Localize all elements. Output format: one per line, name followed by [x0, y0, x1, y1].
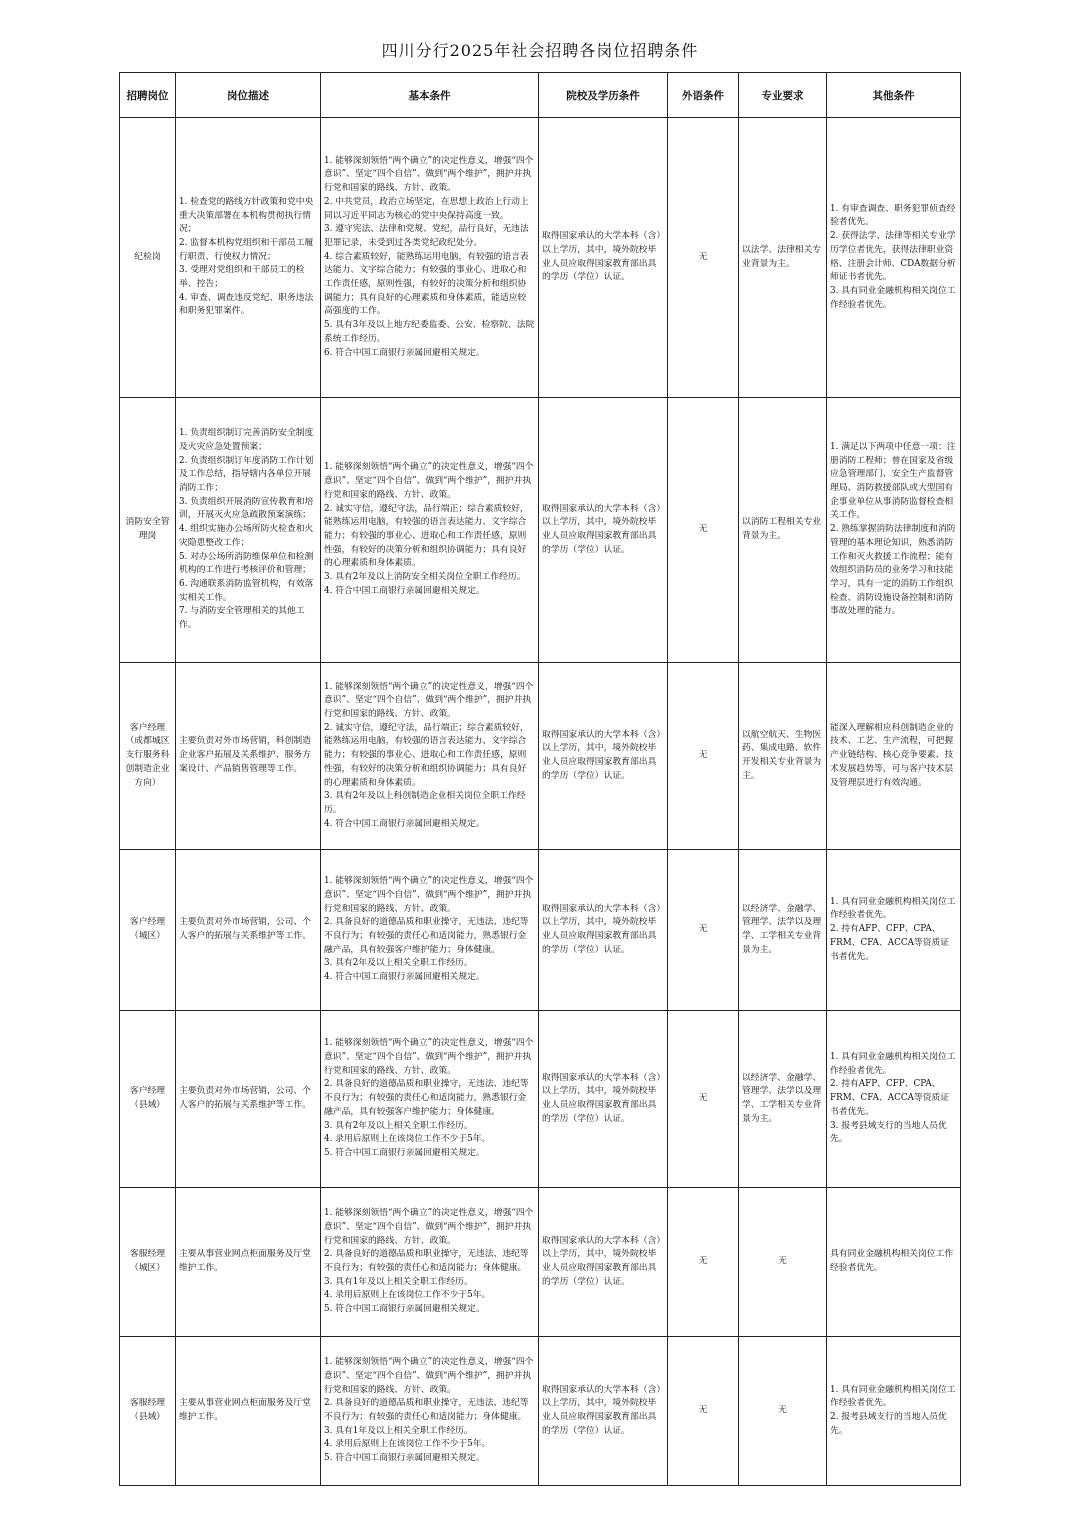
description-cell-line: 3. 负责组织开展消防宣传教育和培训，开展灭火应急疏散预案演练；: [179, 496, 314, 521]
education-cell: 取得国家承认的大学本科（含）以上学历，其中，境外院校毕业人员应取得国家教育部出具的学历（学位）认证。: [539, 398, 668, 663]
major-cell: 以经济学、金融学、管理学、法学以及理学、工学相关专业背景为主。: [739, 1011, 827, 1188]
other-conditions-cell-line: 1. 满足以下两项中任意一项：注册消防工程师；曾在国家及省级应急管理部门、安全生产监督管理局、消防救援部队或大型国有企事业单位从事消防监督检查相关工作。: [830, 441, 956, 521]
table-header-row: [120, 73, 961, 118]
header-major: 专业要求: [739, 73, 827, 118]
description-cell-line: 主要负责对外市场营销，公司、个人客户的拓展与关系维护等工作。: [179, 1086, 311, 1110]
table-row: [120, 663, 961, 850]
description-cell-line: 4. 审查、调查违反党纪、职务违法和职务犯罪案件。: [179, 292, 314, 317]
basic-conditions-cell: [321, 1011, 539, 1188]
description-cell-line: 2. 监督本机构党组织和干部员工履行职责、行使权力情况；: [179, 237, 314, 262]
basic-conditions-cell-line: 4. 录用后原则上在该岗位工作不少于5年。: [324, 1439, 491, 1450]
header-language: 外语条件: [668, 73, 739, 118]
basic-conditions-cell-line: 4. 录用后原则上在该岗位工作不少于5年。: [324, 1290, 491, 1301]
table-row: [120, 850, 961, 1011]
basic-conditions-cell-line: 1. 能够深刻领悟“两个确立”的决定性意义，增强“四个意识”、坚定“四个自信”、做到“两个维护”，拥护并执行党和国家的路线、方针、政策。: [324, 1208, 534, 1246]
basic-conditions-cell-line: 1. 能够深刻领悟“两个确立”的决定性意义，增强“四个意识”、坚定“四个自信”、做到“两个维护”，拥护并执行党和国家的路线、方针、政策。: [324, 155, 534, 194]
basic-conditions-cell-line: 2. 具备良好的道德品质和职业操守，无违法、违纪等不良行为；有较强的责任心和适岗能力；身体健康。: [324, 1249, 529, 1273]
other-conditions-cell-line: 1. 具有同业金融机构相关岗位工作经验者优先。: [830, 896, 956, 921]
description-cell-line: 4. 组织实施办公场所防火检查和火灾隐患整改工作；: [179, 524, 314, 548]
table-row: [120, 118, 961, 398]
language-cell: 无: [668, 1337, 739, 1486]
education-cell: 取得国家承认的大学本科（含）以上学历，其中，境外院校毕业人员应取得国家教育部出具的学历（学位）认证。: [539, 1011, 668, 1188]
basic-conditions-cell-line: 2. 具备良好的道德品质和职业操守，无违法、违纪等不良行为；有较强的责任心和适岗能力；身体健康。: [324, 1398, 529, 1422]
other-conditions-cell-line: 1. 具有同业金融机构相关岗位工作经验者优先。: [830, 1052, 956, 1076]
other-conditions-cell-line: 1. 具有同业金融机构相关岗位工作经验者优先。: [830, 1384, 956, 1409]
other-conditions-cell-line: 2. 熟练掌握消防法律制度和消防管理的基本理论知识，熟悉消防工作和灭火救援工作流程；能有效组织消防员的业务学习和技能学习，具有一定的消防工作组织检查、消防设施设备控制和消防事故处理的能力。: [830, 524, 956, 617]
major-cell: 以航空航天、生物医药、集成电路、软件开发相关专业背景为主。: [739, 663, 827, 850]
basic-conditions-cell-line: 6. 符合中国工商银行亲属回避相关规定。: [324, 347, 485, 358]
description-cell-line: 7. 与消防安全管理相关的其他工作。: [179, 606, 305, 631]
header-post: 招聘岗位: [120, 73, 176, 118]
header-basic-conditions: 基本条件: [321, 73, 539, 118]
other-conditions-cell: [827, 1188, 961, 1337]
basic-conditions-cell-line: 1. 能够深刻领悟“两个确立”的决定性意义，增强“四个意识”、坚定“四个自信”、做到“两个维护”，拥护并执行党和国家的路线、方针、政策。: [324, 876, 534, 914]
post-cell: 客户经理（成都城区支行服务科创制造企业方向）: [120, 663, 176, 850]
basic-conditions-cell: [321, 1188, 539, 1337]
description-cell-line: 3. 受理对党组织和干部员工的检举、控告；: [179, 265, 305, 290]
post-cell: 客户经理（城区）: [120, 850, 176, 1011]
basic-conditions-cell: [321, 1337, 539, 1486]
basic-conditions-cell-line: 3. 具有2年及以上相关全职工作经历。: [324, 1120, 473, 1131]
description-cell-line: 1. 负责组织制订完善消防安全制度及火灾应急处置预案；: [179, 428, 314, 452]
description-cell-line: 5. 对办公场所消防维保单位和检测机构的工作进行考核评价和管理；: [179, 551, 314, 576]
basic-conditions-cell-line: 4. 综合素质较好，能熟练运用电脑，有较强的语言表达能力、文字综合能力；有较强的事业心、进取心和工作责任感，原则性强，有较好的决策分析和组织协调能力；具有良好的心理素质和身体素质，能适应较高强度的工作。: [324, 251, 529, 317]
description-cell-line: 1. 检查党的路线方针政策和党中央重大决策部署在本机构贯彻执行情况；: [179, 196, 314, 235]
header-other-conditions: 其他条件: [827, 73, 961, 118]
description-cell-line: 主要从事营业网点柜面服务及厅堂维护工作。: [179, 1249, 311, 1273]
other-conditions-cell: [827, 1337, 961, 1486]
post-cell: 纪检岗: [120, 118, 176, 398]
major-cell: 无: [739, 1337, 827, 1486]
other-conditions-cell: [827, 663, 961, 850]
basic-conditions-cell-line: 2. 诚实守信，遵纪守法，品行端正；综合素质较好，能熟练运用电脑，有较强的语言表达能力、文字综合能力；有较强的事业心、进取心和工作责任感，原则性强，有较好的决策分析和组织协调能力；具有良好的心理素质和身体素质。: [324, 722, 529, 788]
language-cell: 无: [668, 1011, 739, 1188]
basic-conditions-cell-line: 2. 具备良好的道德品质和职业操守，无违法、违纪等不良行为；有较强的责任心和适岗能力，熟悉银行金融产品，具有较强客户维护能力；身体健康。: [324, 917, 529, 955]
table-row: [120, 1337, 961, 1486]
major-cell: 以消防工程相关专业背景为主。: [739, 398, 827, 663]
description-cell: [176, 1188, 321, 1337]
post-cell: 客服经理（县域）: [120, 1337, 176, 1486]
header-education: 院校及学历条件: [539, 73, 668, 118]
description-cell: [176, 118, 321, 398]
education-cell: 取得国家承认的大学本科（含）以上学历，其中，境外院校毕业人员应取得国家教育部出具的学历（学位）认证。: [539, 663, 668, 850]
recruitment-table: [119, 72, 961, 1486]
description-cell: [176, 663, 321, 850]
post-cell: 消防安全管理岗: [120, 398, 176, 663]
basic-conditions-cell-line: 5. 符合中国工商银行亲属回避相关规定。: [324, 1147, 485, 1158]
basic-conditions-cell: [321, 398, 539, 663]
other-conditions-cell: [827, 118, 961, 398]
education-cell: 取得国家承认的大学本科（含）以上学历，其中，境外院校毕业人员应取得国家教育部出具的学历（学位）认证。: [539, 1337, 668, 1486]
basic-conditions-cell-line: 1. 能够深刻领悟“两个确立”的决定性意义，增强“四个意识”、坚定“四个自信”、做到“两个维护”，拥护并执行党和国家的路线、方针、政策。: [324, 462, 534, 500]
language-cell: 无: [668, 850, 739, 1011]
basic-conditions-cell-line: 5. 具有3年及以上地方纪委监委、公安、检察院、法院系统工作经历。: [324, 320, 535, 344]
major-cell: 以法学、法律相关专业背景为主。: [739, 118, 827, 398]
basic-conditions-cell-line: 1. 能够深刻领悟“两个确立”的决定性意义，增强“四个意识”、坚定“四个自信”、做到“两个维护”，拥护并执行党和国家的路线、方针、政策。: [324, 1357, 534, 1395]
other-conditions-cell-line: 具有同业金融机构相关岗位工作经验者优先。: [830, 1249, 954, 1273]
table-row: [120, 1188, 961, 1337]
major-cell: 无: [739, 1188, 827, 1337]
basic-conditions-cell-line: 2. 具备良好的道德品质和职业操守，无违法、违纪等不良行为；有较强的责任心和适岗能力，熟悉银行金融产品，具有较强客户维护能力；身体健康。: [324, 1079, 529, 1117]
other-conditions-cell: [827, 1011, 961, 1188]
other-conditions-cell-line: 3. 具有同业金融机构相关岗位工作经验者优先。: [830, 285, 956, 310]
description-cell-line: 主要负责对外市场营销，科创制造企业客户拓展及关系维护、服务方案设计、产品销售管理等工作。: [179, 736, 311, 774]
description-cell-line: 主要负责对外市场营销，公司、个人客户的拓展与关系维护等工作。: [179, 917, 311, 941]
basic-conditions-cell-line: 3. 具有1年及以上相关全职工作经历。: [324, 1276, 473, 1287]
basic-conditions-cell-line: 1. 能够深刻领悟“两个确立”的决定性意义，增强“四个意识”、坚定“四个自信”、做到“两个维护”，拥护并执行党和国家的路线、方针、政策。: [324, 681, 534, 720]
basic-conditions-cell-line: 2. 中共党员，政治立场坚定，在思想上政治上行动上同以习近平同志为核心的党中央保持高度一致。: [324, 196, 529, 221]
other-conditions-cell-line: 2. 持有AFP、CFP、CPA、FRM、CFA、ACCA等资质证书者优先。: [830, 1079, 950, 1117]
major-cell: 以经济学、金融学、管理学、法学以及理学、工学相关专业背景为主。: [739, 850, 827, 1011]
other-conditions-cell-line: 1. 有审查调查、职务犯罪侦查经验者优先。: [830, 203, 956, 228]
basic-conditions-cell-line: 4. 符合中国工商银行亲属回避相关规定。: [324, 972, 485, 983]
description-cell: [176, 398, 321, 663]
basic-conditions-cell-line: 3. 遵守宪法、法律和党规、党纪，品行良好，无违法犯罪记录，未受到过各类党纪政纪处分。: [324, 224, 529, 248]
basic-conditions-cell-line: 5. 符合中国工商银行亲属回避相关规定。: [324, 1304, 485, 1315]
other-conditions-cell-line: 3. 报考县域支行的当地人员优先。: [830, 1120, 947, 1145]
basic-conditions-cell-line: 4. 录用后原则上在该岗位工作不少于5年。: [324, 1134, 491, 1145]
description-cell-line: 6. 沟通联系消防监管机构，有效落实相关工作。: [179, 578, 314, 603]
other-conditions-cell-line: 2. 持有AFP、CFP、CPA、FRM、CFA、ACCA等资质证书者优先。: [830, 924, 950, 962]
basic-conditions-cell-line: 3. 具有2年及以上相关全职工作经历。: [324, 958, 473, 969]
post-cell: 客服经理（城区）: [120, 1188, 176, 1337]
other-conditions-cell-line: 2. 获得法学、法律等相关专业学历学位者优先，获得法律职业资格、注册会计师、CDA数据分析师证书者优先。: [830, 231, 956, 283]
description-cell: [176, 1011, 321, 1188]
language-cell: 无: [668, 118, 739, 398]
basic-conditions-cell-line: 3. 具有2年及以上科创制造企业相关岗位全职工作经历。: [324, 791, 526, 815]
other-conditions-cell: [827, 398, 961, 663]
document-title: 四川分行2025年社会招聘各岗位招聘条件: [381, 41, 699, 60]
basic-conditions-cell: [321, 663, 539, 850]
header-description: 岗位描述: [176, 73, 321, 118]
other-conditions-cell-line: 能深入理解相应科创制造企业的技术、工艺、生产流程，可把握产业链结构、核心竞争要素、技术发展趋势等，可与客户技术层及管理层进行有效沟通。: [830, 722, 954, 788]
basic-conditions-cell-line: 1. 能够深刻领悟“两个确立”的决定性意义，增强“四个意识”、坚定“四个自信”、做到“两个维护”，拥护并执行党和国家的路线、方针、政策。: [324, 1038, 534, 1076]
description-cell-line: 主要从事营业网点柜面服务及厅堂维护工作。: [179, 1398, 311, 1422]
basic-conditions-cell-line: 4. 符合中国工商银行亲属回避相关规定。: [324, 585, 485, 596]
table-row: [120, 1011, 961, 1188]
basic-conditions-cell: [321, 118, 539, 398]
basic-conditions-cell-line: 2. 诚实守信，遵纪守法，品行端正；综合素质较好，能熟练运用电脑，有较强的语言表达能力、文字综合能力；有较强的事业心、进取心和工作责任感，原则性强，有较好的决策分析和组织协调能力；具有良好的心理素质和身体素质。: [324, 503, 529, 569]
description-cell: [176, 1337, 321, 1486]
description-cell: [176, 850, 321, 1011]
basic-conditions-cell-line: 5. 符合中国工商银行亲属回避相关规定。: [324, 1453, 485, 1464]
education-cell: 取得国家承认的大学本科（含）以上学历，其中，境外院校毕业人员应取得国家教育部出具的学历（学位）认证。: [539, 118, 668, 398]
other-conditions-cell: [827, 850, 961, 1011]
language-cell: 无: [668, 1188, 739, 1337]
language-cell: 无: [668, 398, 739, 663]
basic-conditions-cell-line: 3. 具有1年及以上相关全职工作经历。: [324, 1425, 473, 1436]
table-row: [120, 398, 961, 663]
basic-conditions-cell: [321, 850, 539, 1011]
description-cell-line: 2. 负责组织制订年度消防工作计划及工作总结，指导辖内各单位开展消防工作；: [179, 455, 314, 494]
education-cell: 取得国家承认的大学本科（含）以上学历，其中，境外院校毕业人员应取得国家教育部出具的学历（学位）认证。: [539, 850, 668, 1011]
basic-conditions-cell-line: 4. 符合中国工商银行亲属回避相关规定。: [324, 818, 485, 829]
other-conditions-cell-line: 2. 报考县域支行的当地人员优先。: [830, 1412, 947, 1436]
education-cell: 取得国家承认的大学本科（含）以上学历，其中，境外院校毕业人员应取得国家教育部出具的学历（学位）认证。: [539, 1188, 668, 1337]
basic-conditions-cell-line: 3. 具有2年及以上消防安全相关岗位全职工作经历。: [324, 572, 526, 583]
post-cell: 客户经理（县域）: [120, 1011, 176, 1188]
language-cell: 无: [668, 663, 739, 850]
